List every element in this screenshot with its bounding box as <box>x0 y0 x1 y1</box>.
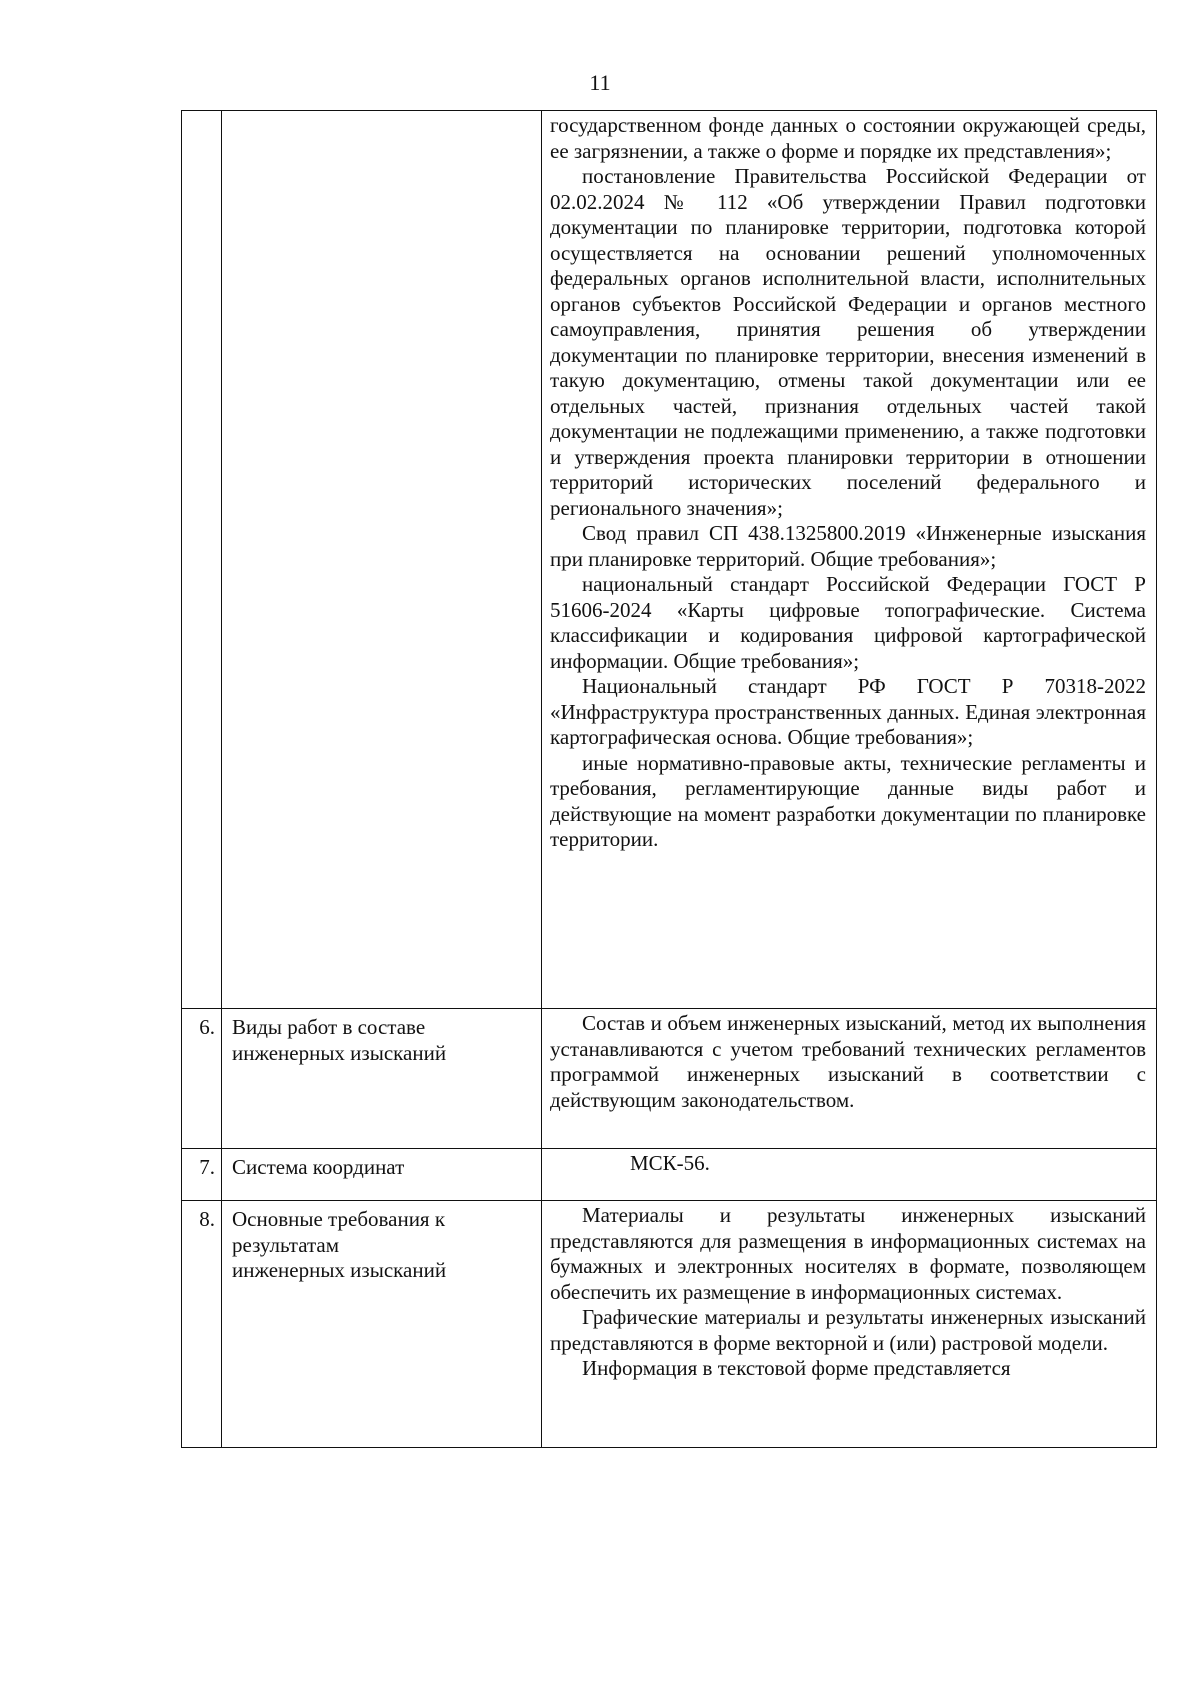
row-name-line: результатам <box>232 1232 340 1257</box>
row-number-cell: 6. <box>182 1009 222 1149</box>
requirements-table <box>181 110 1157 1448</box>
row-number-cell: 7. <box>182 1149 222 1201</box>
row-name-cell <box>222 1009 542 1149</box>
content-paragraph: Материалы и результаты инженерных изысканий представляются для размещения в информационных системах на бумажных и электронных носителях в формате, позволяющем обеспечить их размещение в информационных системах. <box>550 1203 1146 1304</box>
row-name-cell <box>222 111 542 1009</box>
table-row-6 <box>182 1009 1157 1149</box>
content-paragraph: МСК-56. <box>630 1151 710 1175</box>
content-paragraph: Информация в текстовой форме представляется <box>582 1356 1011 1380</box>
row-content-cell <box>542 1201 1157 1448</box>
row-name-line: Основные требования к <box>232 1207 446 1231</box>
content-paragraph: Национальный стандарт РФ ГОСТ Р 70318-2022 «Инфраструктура пространственных данных. Единая электронная картографическая основа. Общие требования»; <box>550 674 1146 749</box>
row-number-cell <box>182 111 222 1009</box>
table-row-continuation <box>182 111 1157 1009</box>
content-paragraph: национальный стандарт Российской Федерации ГОСТ Р 51606-2024 «Карты цифровые топографические. Система классификации и кодирования цифровой картографической информации. Общие требования»; <box>550 572 1146 673</box>
row-number-cell: 8. <box>182 1201 222 1448</box>
row-name-line: инженерных изысканий <box>232 1040 447 1065</box>
row-name-line: Система координат <box>232 1155 405 1179</box>
content-paragraph: Графические материалы и результаты инженерных изысканий представляются в форме векторной и (или) растровой модели. <box>550 1305 1146 1355</box>
row-name-cell <box>222 1201 542 1448</box>
content-paragraph: Свод правил СП 438.1325800.2019 «Инженерные изыскания при планировке территорий. Общие требования»; <box>550 521 1146 571</box>
row-name-line: Виды работ в составе <box>232 1015 426 1039</box>
content-paragraph: иные нормативно-правовые акты, технические регламенты и требования, регламентирующие данные виды работ и действующие на момент разработки документации по планировке территории. <box>550 750 1146 851</box>
page-number: 11 <box>589 70 611 95</box>
row-content-cell <box>542 1009 1157 1149</box>
table-row-8 <box>182 1201 1157 1448</box>
row-name-cell <box>222 1149 542 1201</box>
table-row-7 <box>182 1149 1157 1201</box>
row-content-cell <box>542 1149 1157 1201</box>
row-content-cell <box>542 111 1157 1009</box>
content-paragraph: Состав и объем инженерных изысканий, метод их выполнения устанавливаются с учетом требований технических регламентов программой инженерных изысканий в соответствии с действующим законодательством. <box>550 1011 1146 1112</box>
row-name-line: инженерных изысканий <box>232 1258 447 1282</box>
content-paragraph: государственном фонде данных о состоянии окружающей среды, ее загрязнении, а также о форме и порядке их представления»; <box>550 113 1146 163</box>
content-paragraph: постановление Правительства Российской Федерации от 02.02.2024 № 112 «Об утверждении Правил подготовки документации по планировке территории, подготовка которой осуществляется на основании решений уполномоченных федеральных органов исполнительной власти, исполнительных органов субъектов Российской Федерации и органов местного самоуправления, принятия решения об утверждении документации по планировке территории, внесения изменений в такую документацию, отмены такой документации или ее отдельных частей, признания отдельных частей такой документации не подлежащими применению, а также подготовки и утверждения проекта планировки территории в отношении территорий исторических поселений федерального и регионального значения»; <box>550 164 1146 520</box>
